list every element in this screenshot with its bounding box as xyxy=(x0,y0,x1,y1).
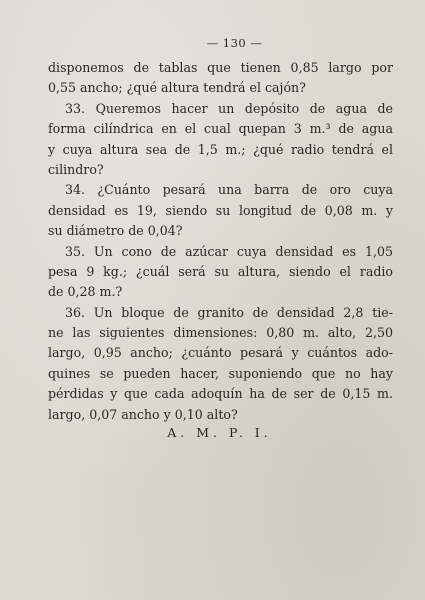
problem-36-line: 36. Un bloque de granito de densidad 2,8 tie- xyxy=(65,304,393,320)
text-line: su diámetro de 0,04? xyxy=(48,223,183,239)
text-line: forma cilíndrica en el cual quepan 3 m.³ de agua xyxy=(48,121,393,137)
text-line: y cuya altura sea de 1,5 m.; ¿qué radio tendrá el xyxy=(48,141,393,157)
page-number: — 130 — xyxy=(206,36,263,50)
author-initials: A. M. P. I. xyxy=(167,425,272,440)
text-line: largo, 0,95 ancho; ¿cuánto pesará y cuántos ado- xyxy=(48,345,393,361)
problem-35-line: 35. Un cono de azúcar cuya densidad es 1,05 xyxy=(65,243,393,259)
text-line: pérdidas y que cada adoquín ha de ser de 0,15 m. xyxy=(48,386,393,402)
text-line: disponemos de tablas que tienen 0,85 largo por xyxy=(48,60,393,75)
text-line: cilindro? xyxy=(48,161,104,177)
text-line: densidad es 19, siendo su longitud de 0,08 m. y xyxy=(48,202,393,218)
text-line: de 0,28 m.? xyxy=(48,284,123,300)
text-line: largo, 0,07 ancho y 0,10 alto? xyxy=(48,406,238,422)
problem-34-line: 34. ¿Cuánto pesará una barra de oro cuya xyxy=(65,182,393,198)
text-line: quines se pueden hacer, suponiendo que no hay xyxy=(48,365,393,381)
problems-text xyxy=(48,58,393,425)
text-line: pesa 9 kg.; ¿cuál será su altura, siendo el radio xyxy=(48,263,393,279)
text-line: ne las siguientes dimensiones: 0,80 m. alto, 2,50 xyxy=(48,325,393,341)
problem-33-line: 33. Queremos hacer un depósito de agua de xyxy=(65,100,393,116)
text-line: 0,55 ancho; ¿qué altura tendrá el cajón? xyxy=(48,80,306,96)
